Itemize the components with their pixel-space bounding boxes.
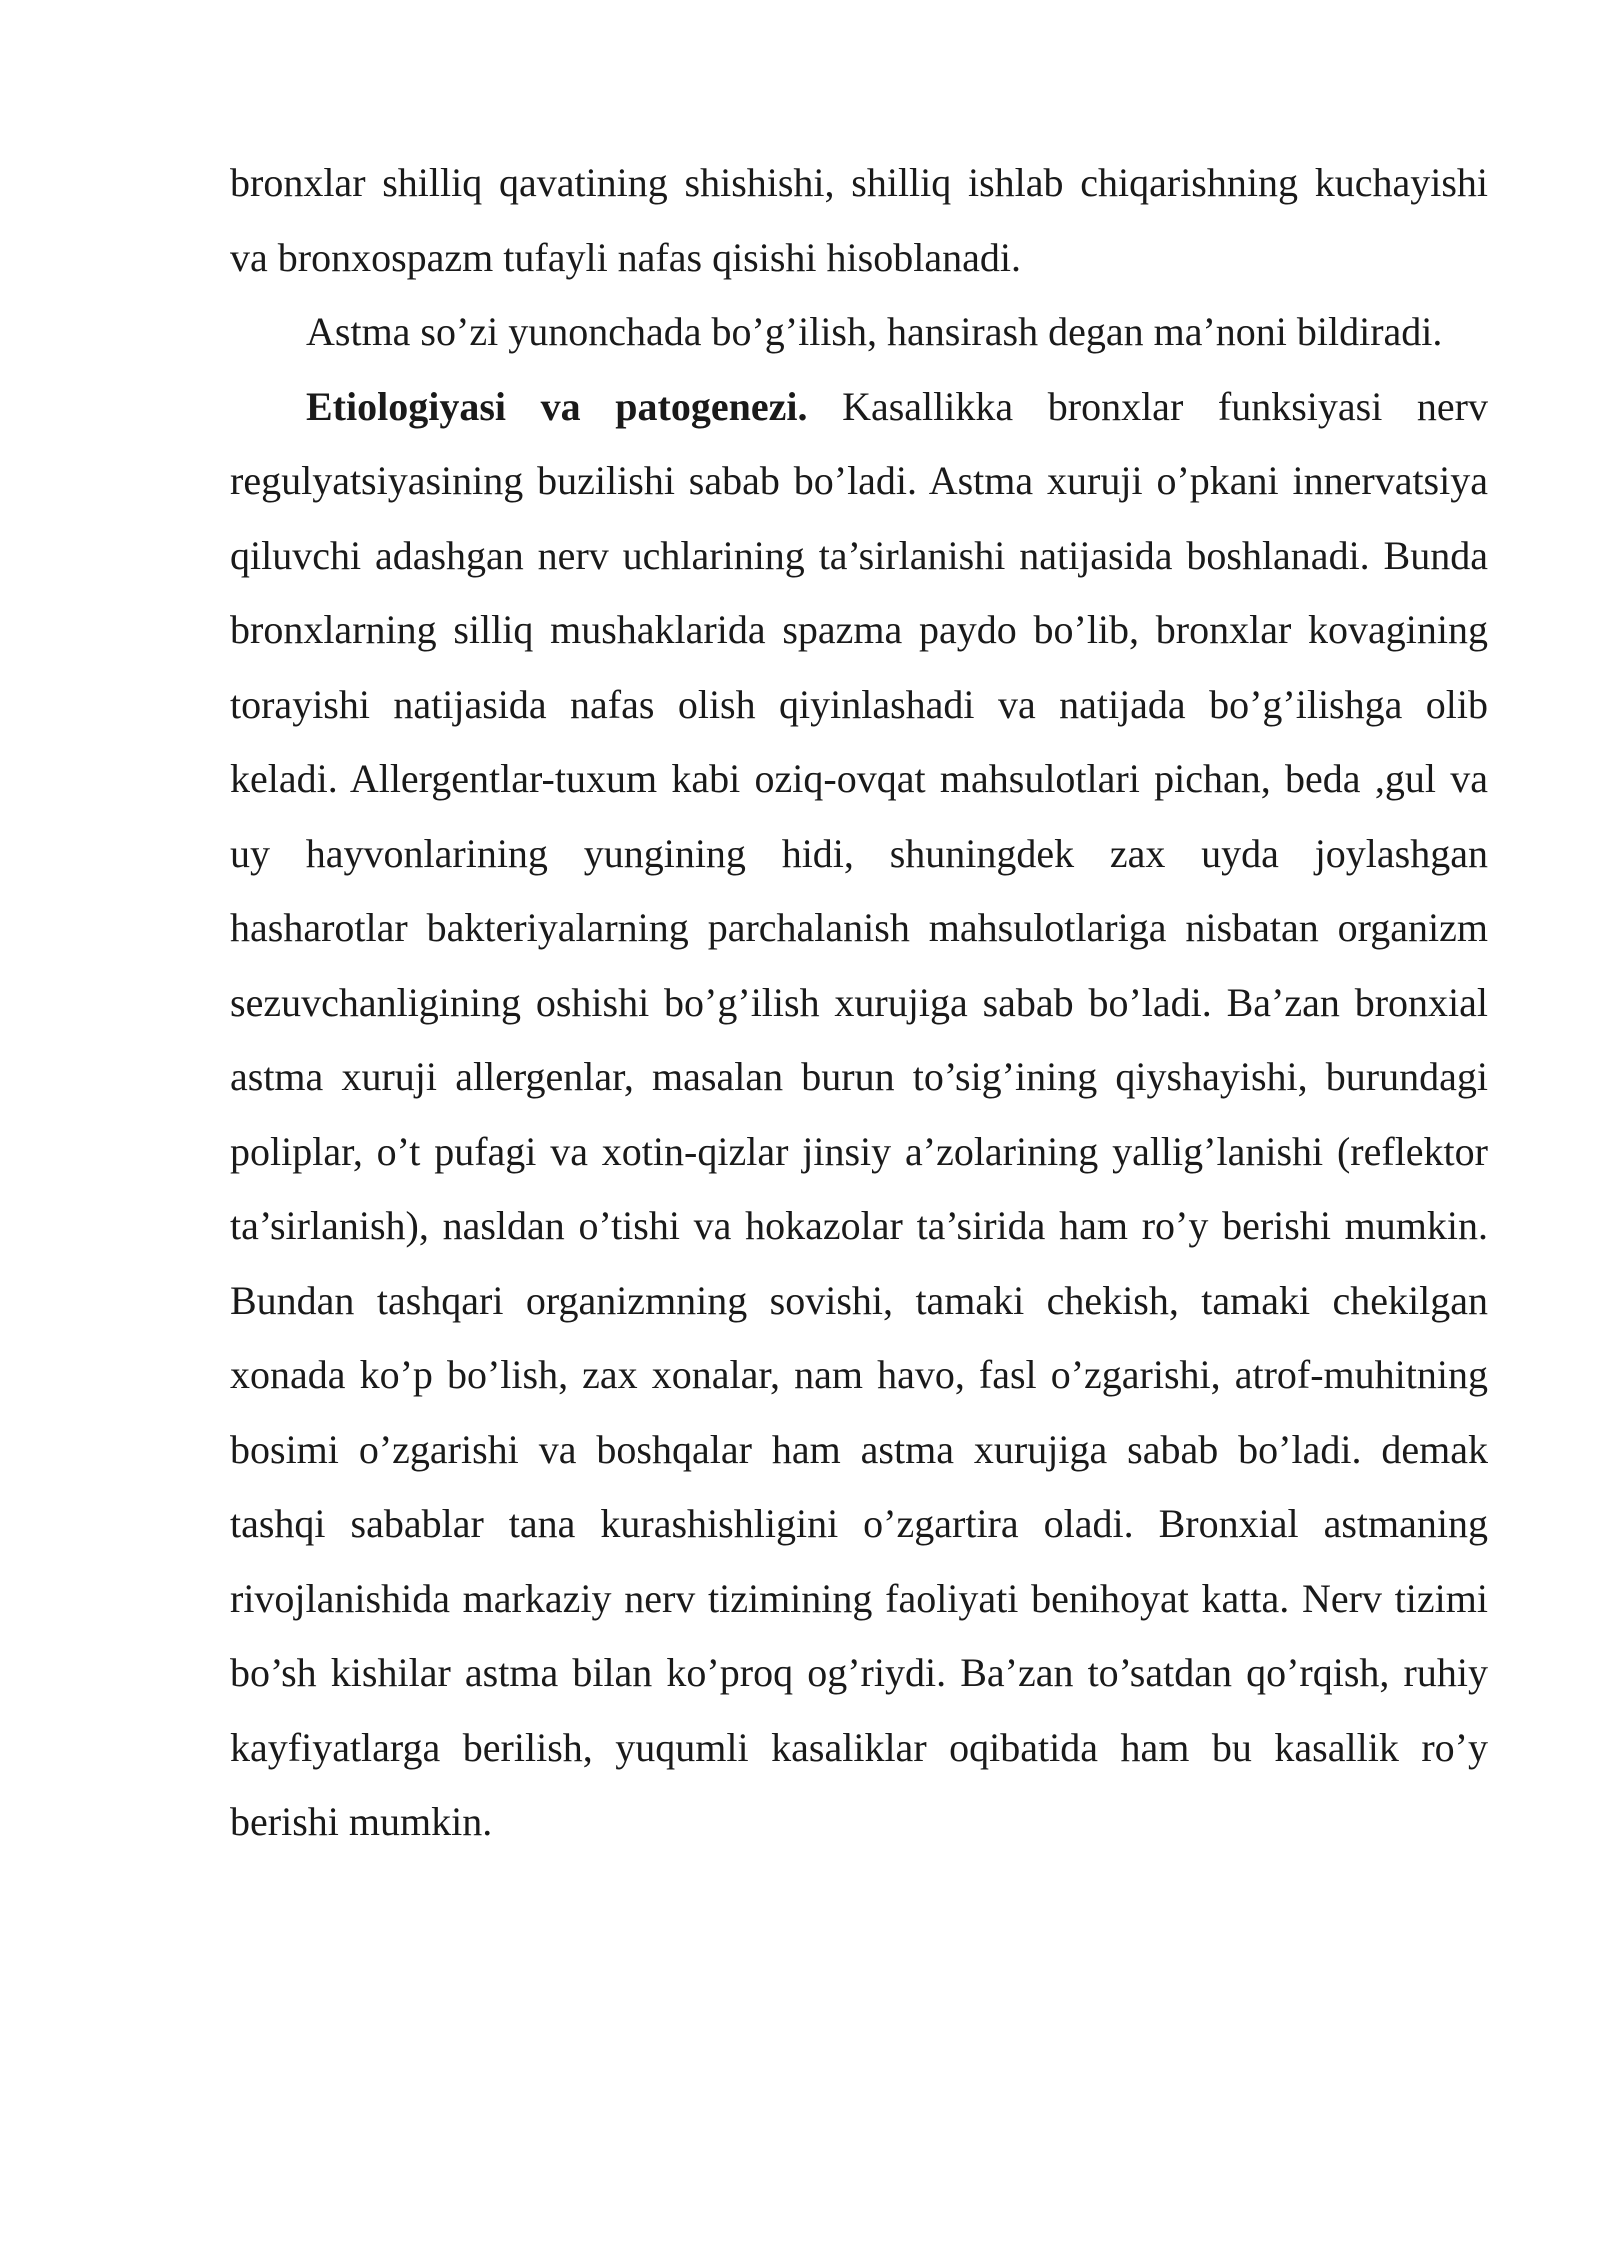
section-heading: Etiologiyasi va patogenezi. [306,383,808,429]
paragraph-etiology [230,370,1488,1860]
paragraph-text: bronxlar shilliq qavatining shishishi, shilliq ishlab chiqarishning kuchayishi va bronxospazm tufayli nafas qisishi hisoblanadi. [230,160,1488,280]
paragraph-text: Astma so’zi yunonchada bo’g’ilish, hansirash degan ma’noni bildiradi. [306,309,1443,354]
paragraph-text: Kasallikka bronxlar funksiyasi nerv regulyatsiyasining buzilishi sabab bo’ladi. Astma xuruji o’pkani innervatsiya qiluvchi adashgan nerv uchlarining ta’sirlanishi natijasida boshlanadi. Bunda bronxlarning silliq mushaklarida spazma paydo bo’lib, bronxlar kovagining torayishi natijasida nafas olish qiyinlashadi va natijada bo’g’ilishga olib keladi. Allergentlar-tuxum kabi oziq-ovqat mahsulotlari pichan, beda ,gul va uy hayvonlarining yungining hidi, shuningdek zax uyda joylashgan hasharotlar bakteriyalarning parchalanish mahsulotlariga nisbatan organizm sezuvchanligining oshishi bo’g’ilish xurujiga sabab bo’ladi. Ba’zan bronxial astma xuruji allergenlar, masalan burun to’sig’ining qiyshayishi, burundagi poliplar, o’t pufagi va xotin-qizlar jinsiy a’zolarining yallig’lanishi (reflektor ta’sirlanish), nasldan o’tishi va hokazolar ta’sirida ham ro’y berishi mumkin. Bundan tashqari organizmning sovishi, tamaki chekish, tamaki chekilgan xonada ko’p bo’lish, zax xonalar, nam havo, fasl o’zgarishi, atrof-muhitning bosimi o’zgarishi va boshqalar ham astma xurujiga sabab bo’ladi. demak tashqi sabablar tana kurashishligini o’zgartira oladi. Bronxial astmaning rivojlanishida markaziy nerv tizimining faoliyati benihoyat katta. Nerv tizimi bo’sh kishilar astma bilan ko’proq og’riydi. Ba’zan to’satdan qo’rqish, ruhiy kayfiyatlarga berilish, yuqumli kasaliklar oqibatida ham bu kasallik ro’y berishi mumkin. [230,383,1488,1844]
paragraph-astma-etymology [230,295,1488,370]
paragraph-continuation [230,146,1488,295]
body-text [230,146,1488,1860]
